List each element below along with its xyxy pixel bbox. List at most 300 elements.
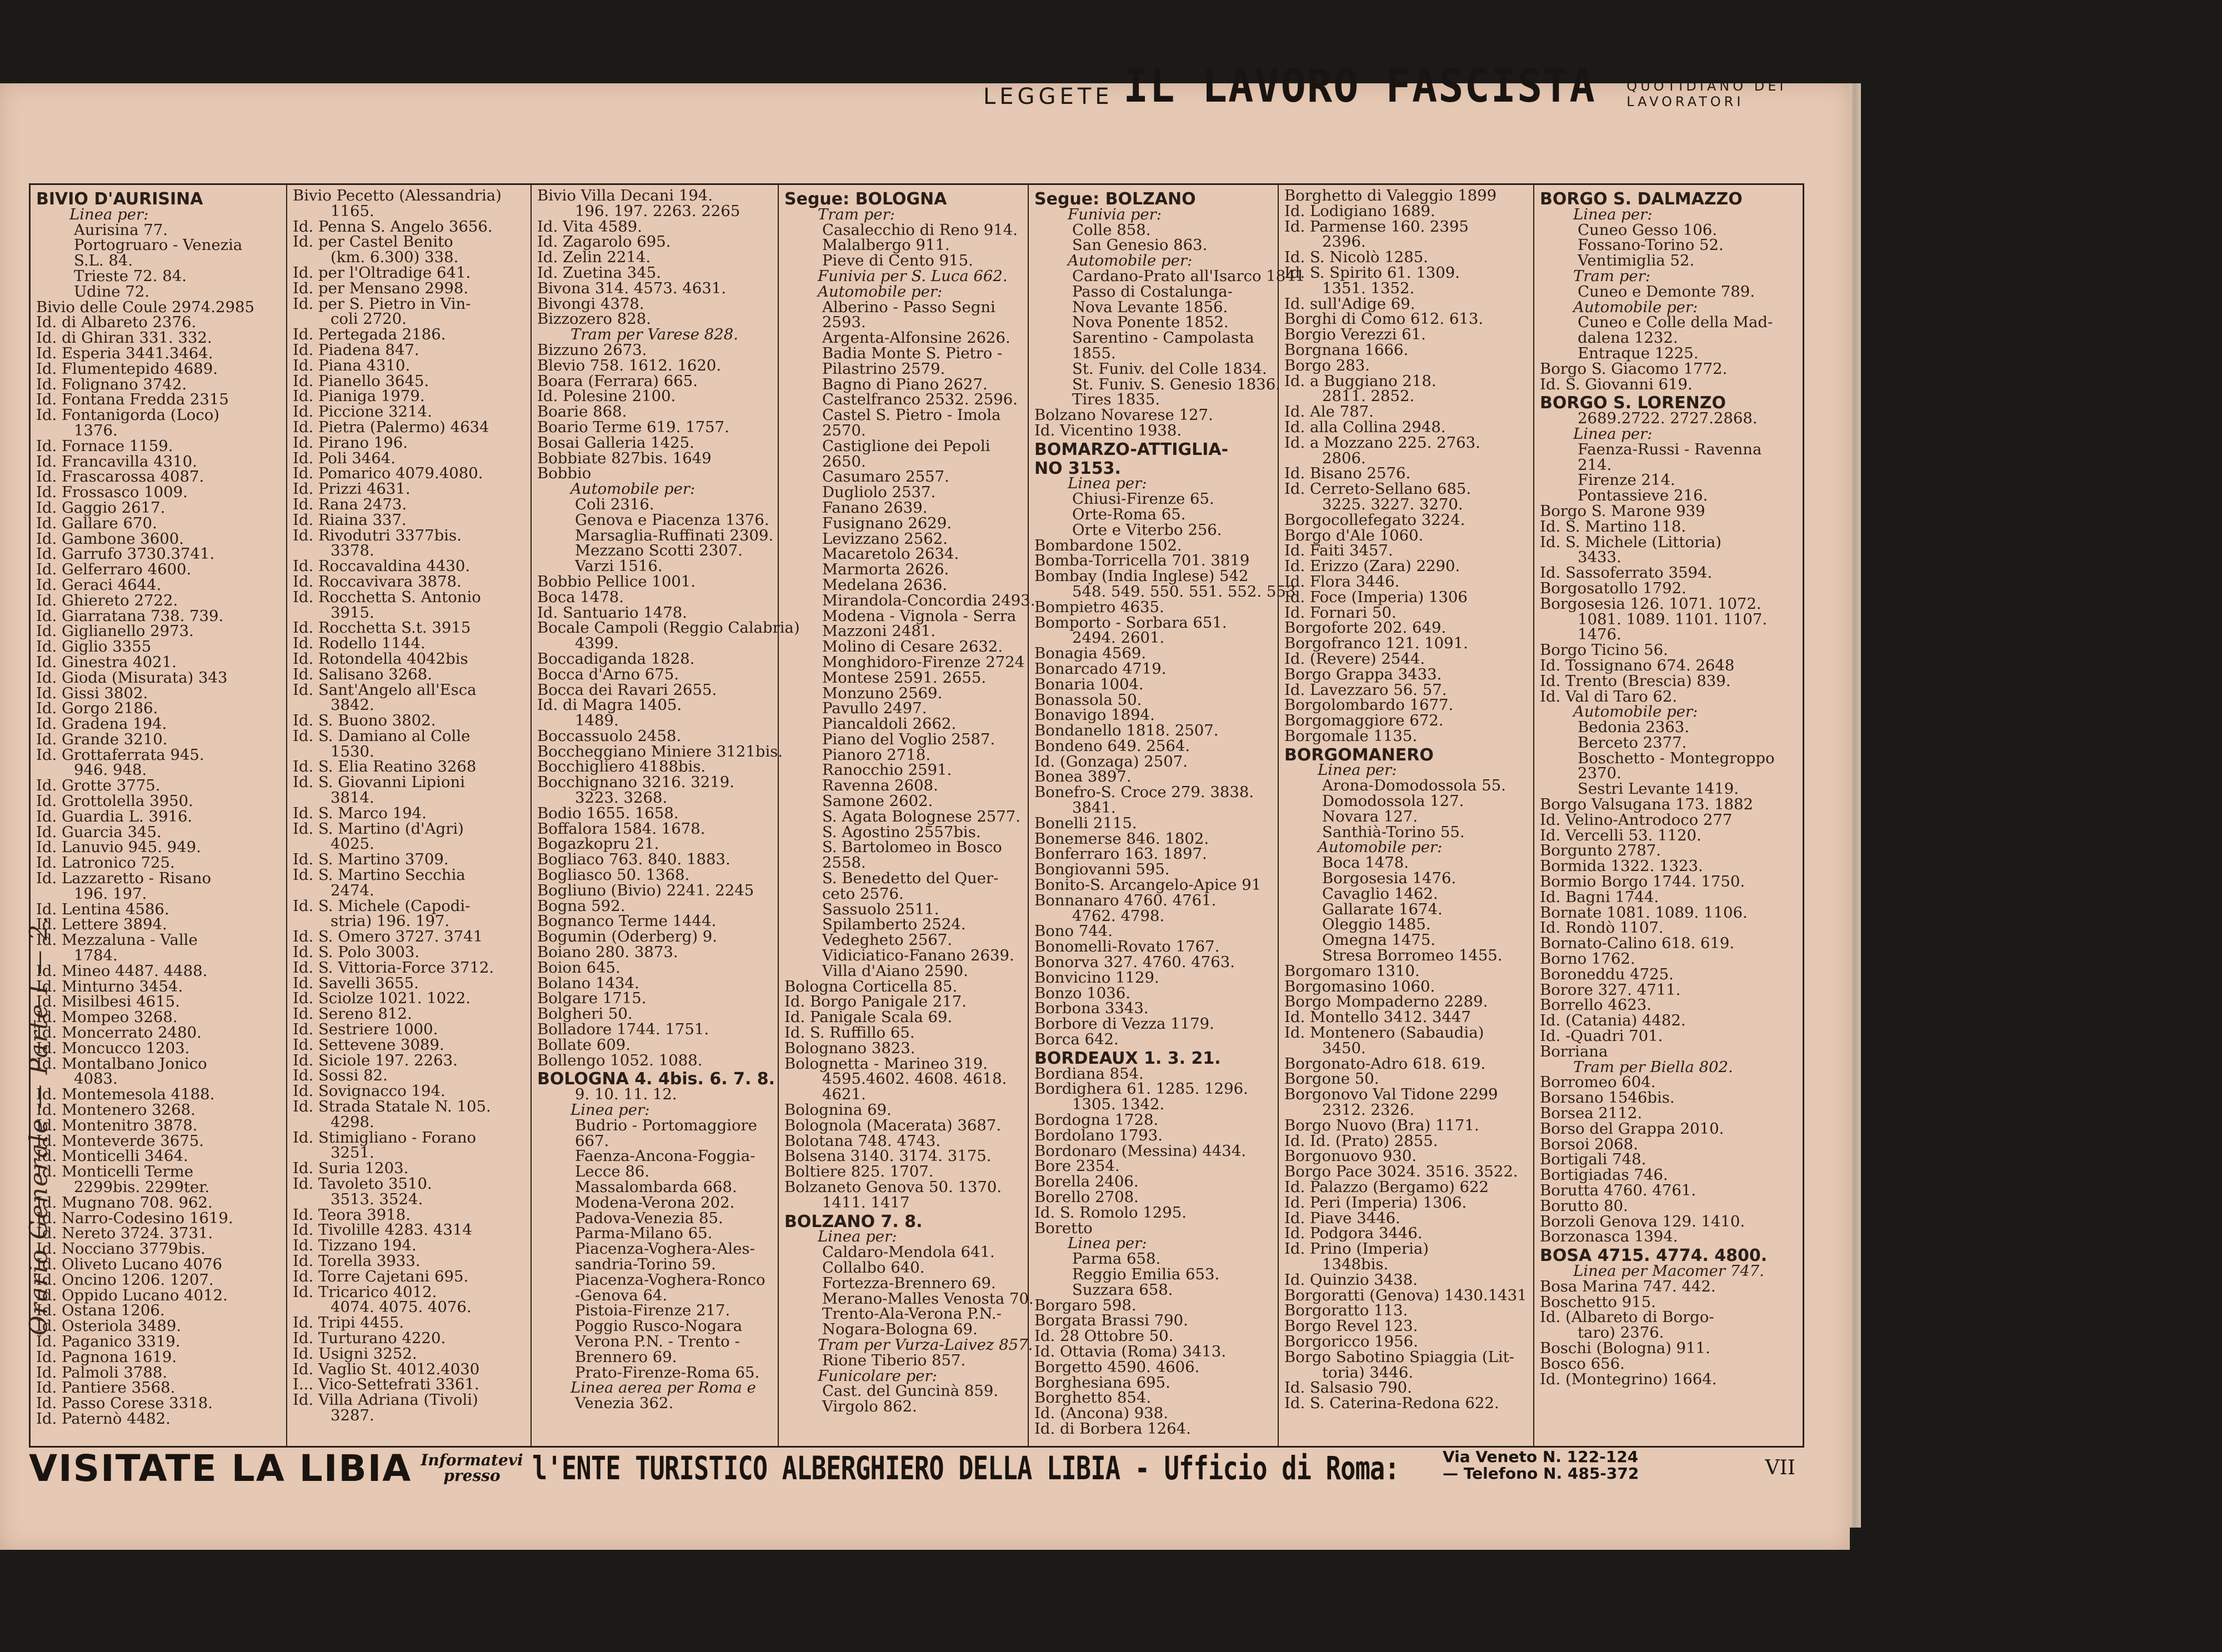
index-entry: Medelana 2636. [822,575,948,594]
index-entry: 3915. [331,603,374,622]
index-entry: Id. -Quadri 701. [1540,1027,1663,1045]
index-entry: Id. Turturano 4220. [293,1329,446,1347]
index-entry: Borbore di Vezza 1179. [1034,1015,1214,1033]
index-entry: Bivongi 4378. [537,294,644,313]
index-entry: Borgo Sabotino Spiaggia (Lit- [1284,1348,1514,1366]
section-heading: BORGOMANERO [1284,745,1434,765]
index-entry: 1165. [331,202,374,220]
index-entry: Bivio Villa Decani 194. [537,187,713,204]
index-entry: 1855. [1072,344,1116,362]
index-entry: Id. S. Marco 194. [293,804,427,822]
index-entry: Macaretolo 2634. [822,545,959,563]
index-entry: Id. S. Polo 3003. [293,943,420,962]
index-entry: Bolladore 1744. 1751. [537,1020,709,1039]
index-entry: Funicolare per: [818,1366,937,1385]
index-entry: Id. (Catania) 4482. [1540,1012,1686,1030]
index-entry: Trieste 72. 84. [74,267,187,285]
index-entry: Id. Vicentino 1938. [1034,421,1182,439]
index-entry: 3251. [331,1144,374,1162]
index-entry: Id. Giglio 3355 [36,638,152,656]
index-entry: Id. Oliveto Lucano 4076 [36,1255,223,1273]
header-tag-line1: QUOTIDIANO DEI [1627,78,1787,94]
index-entry: Boarie 868. [537,403,627,421]
index-entry: Cardano-Prato all'Isarco 1841 [1072,267,1305,285]
index-entry: (km. 6.300) 338. [331,248,459,267]
index-entry: Bocchigliero 4188bis. [537,758,706,776]
index-entry: Id. Gradena 194. [36,715,167,733]
index-entry: Borriana [1540,1042,1608,1060]
index-entry: Borutto 80. [1540,1197,1628,1215]
index-entry: Id. (Montegrino) 1664. [1540,1370,1717,1388]
index-entry: 3842. [331,696,374,714]
index-entry: Piancaldoli 2662. [822,715,957,733]
index-entry: Id. Torella 3933. [293,1251,421,1270]
index-entry: Castiglione dei Pepoli [822,437,990,455]
index-entry: Id. Sereno 812. [293,1005,412,1023]
index-entry: Budrio - Portomaggiore [575,1116,757,1134]
index-entry: Borgofranco 121. 1091. [1284,634,1468,653]
index-entry: Gallarate 1674. [1322,900,1443,918]
index-entry: Id. Foce (Imperia) 1306 [1284,588,1468,606]
index-entry: Borghetto 854. [1034,1389,1152,1407]
index-entry: Borgaro 598. [1034,1296,1137,1314]
index-entry: Novara 127. [1322,807,1418,825]
index-entry: Blevio 758. 1612. 1620. [537,356,722,374]
index-entry: S. Agata Bolognese 2577. [822,807,1020,825]
index-entry: Tram per Varese 828. [570,326,738,344]
index-entry: 1348bis. [1322,1255,1389,1273]
index-entry: Id. Roccavaldina 4430. [293,557,471,575]
section-heading: BORGO S. DALMAZZO [1540,189,1743,209]
index-column-4 [778,185,1035,1446]
index-entry: Boiano 280. 3873. [537,943,678,962]
index-entry: 1784. [74,947,118,965]
index-entry: Badia Monte S. Pietro - [822,344,1003,362]
index-entry: Bornato-Calino 618. 619. [1540,934,1735,953]
index-entry: Borca 642. [1034,1030,1119,1049]
index-entry: Caldaro-Mendola 641. [822,1243,995,1261]
index-entry: Casumaro 2557. [822,468,949,486]
index-entry: Boion 645. [537,958,620,977]
index-entry: Id. Misilbesi 4615. [36,993,180,1011]
index-entry: Id. Zagarolo 695. [537,233,671,251]
index-entry: Passo di Costalunga- [1072,282,1233,301]
index-entry: Monghidoro-Firenze 2724 [822,653,1025,671]
index-entry: Borgo S. Giacomo 1772. [1540,359,1728,378]
index-entry: Borrello 4623. [1540,996,1652,1014]
index-entry: Id. Francavilla 4310. [36,452,197,470]
index-entry: Borgomasino 1060. [1284,977,1435,995]
index-entry: Id. Tizzano 194. [293,1237,417,1255]
index-entry: 2558. [822,854,866,872]
index-entry: Id. Monteverde 3675. [36,1132,204,1150]
index-entry: Bonomelli-Rovato 1767. [1034,938,1220,956]
index-entry: Cuneo Gesso 106. [1578,221,1718,239]
index-entry: Prato-Firenze-Roma 65. [575,1363,760,1381]
section-heading: Segue: BOLOGNA [784,189,947,209]
index-entry: Pilastrino 2579. [822,359,945,378]
index-entry: 1081. 1089. 1101. 1107. [1578,610,1768,628]
index-entry: Sassuolo 2511. [822,900,939,918]
footer-ente: l'ENTE TURISTICO ALBERGHIERO DELLA LIBIA - Ufficio di Roma: [532,1449,1399,1487]
index-entry: Bedonia 2363. [1578,718,1690,737]
index-entry: Bizzozero 828. [537,310,651,328]
index-entry: Id. Monticelli Terme [36,1163,194,1181]
index-entry: Id. Parmense 160. 2395 [1284,217,1469,236]
index-entry: Id. Pirano 196. [293,433,408,452]
index-entry: Id. Fornari 50. [1284,603,1397,622]
index-entry: Borgoforte 202. 649. [1284,619,1447,637]
index-entry: Borgoricco 1956. [1284,1332,1418,1350]
index-entry: Bombardone 1502. [1034,536,1182,554]
index-entry: Id. Suria 1203. [293,1159,409,1178]
index-entry: Linea per: [1573,424,1653,443]
index-entry: Bonito-S. Arcangelo-Apice 91 [1034,876,1262,894]
index-entry: Mirandola-Concordia 2493. [822,591,1035,609]
index-entry: Bocale Campoli (Reggio Calabria) [537,619,800,637]
page-number: VII [1765,1456,1795,1479]
index-entry: Bonvicino 1129. [1034,968,1159,987]
index-entry: Borgo Nuovo (Bra) 1171. [1284,1116,1479,1134]
index-entry: Id. Pantiere 3568. [36,1379,176,1397]
index-entry: Bondeno 649. 2564. [1034,737,1190,755]
index-entry: Id. Sciolze 1021. 1022. [293,989,471,1008]
header-leggete: LEGGETE [983,84,1113,109]
index-entry: Bolotana 748. 4743. [784,1132,941,1150]
index-entry: Id. Borgo Panigale 217. [784,993,967,1011]
section-heading: Segue: BOLZANO [1034,189,1196,209]
index-entry: Aurisina 77. [74,221,168,239]
index-entry: Castel S. Pietro - Imola [822,406,1001,424]
index-entry: Cast. del Guncinà 859. [822,1382,999,1400]
index-entry: Id. Id. (Prato) 2855. [1284,1132,1438,1150]
index-entry: Collalbo 640. [822,1258,925,1276]
index-entry: Id. Gallare 670. [36,514,157,532]
index-entry: Piano del Voglio 2587. [822,730,995,748]
index-entry: Borgetto 4590. 4606. [1034,1358,1200,1376]
index-entry: Id. Lettere 3894. [36,915,167,934]
index-entry: 1530. [331,742,374,760]
index-entry: Pianoro 2718. [822,745,931,764]
index-entry: Id. Savelli 3655. [293,974,419,992]
index-entry: Merano-Malles Venosta 70. [822,1289,1034,1308]
index-entry: Dugliolo 2537. [822,483,936,502]
index-entry: Id. Lavezzaro 56. 57. [1284,680,1447,699]
index-entry: Bollate 609. [537,1035,631,1054]
index-entry: Suzzara 658. [1072,1280,1173,1299]
index-entry: Sestri Levante 1419. [1578,780,1739,798]
index-entry: 2811. 2852. [1322,387,1415,406]
index-entry: Borgo Ticino 56. [1540,641,1668,659]
index-entry: Id. S. Elia Reatino 3268 [293,758,477,776]
index-column-7 [1533,185,1803,1446]
index-entry: Reggio Emilia 653. [1072,1265,1220,1283]
index-column-1 [31,185,286,1446]
index-entry: Id. S. Caterina-Redona 622. [1284,1394,1499,1413]
index-entry: Bonelli 2115. [1034,814,1137,832]
index-entry: Bornate 1081. 1089. 1106. [1540,903,1748,922]
index-entry: 3841. [1072,799,1116,817]
index-column-2 [286,185,531,1446]
index-entry: Id. Montenitro 3878. [36,1116,198,1134]
index-entry: Bonaria 1004. [1034,675,1144,693]
index-entry: Id. Tossignano 674. 2648 [1540,656,1735,674]
index-entry: Id. Giarratana 738. 739. [36,607,224,625]
index-entry: 2299bis. 2299ter. [74,1178,210,1196]
index-entry: Id. Narro-Codesino 1619. [36,1209,233,1227]
index-entry: 2593. [822,313,866,332]
index-entry: Borore 327. 4711. [1540,980,1681,999]
index-entry: Bobbio Pellice 1001. [537,572,696,590]
index-entry: 3225. 3227. 3270. [1322,495,1463,513]
index-entry: Bondanello 1818. 2507. [1034,722,1219,740]
index-entry: Id. Osteriola 3489. [36,1317,182,1335]
index-entry: Samone 2602. [822,792,933,810]
index-entry: Id. a Buggiano 218. [1284,372,1437,390]
index-entry: Linea per Macomer 747. [1573,1261,1764,1280]
index-entry: Id. Bisano 2576. [1284,464,1411,483]
index-entry: Funivia per S. Luca 662. [818,267,1008,285]
index-entry: Id. Settevene 3089. [293,1035,444,1054]
index-entry: Id. Peri (Imperia) 1306. [1284,1193,1467,1212]
index-entry: Vedegheto 2567. [822,931,953,949]
index-column-3 [531,185,800,1446]
index-entry: Id. Panigale Scala 69. [784,1008,953,1027]
index-entry: Borghi di Como 612. 613. [1284,310,1484,328]
index-entry: Id. Paganico 3319. [36,1332,181,1350]
index-entry: Bolsena 3140. 3174. 3175. [784,1147,992,1165]
index-entry: Id. per S. Pietro in Vin- [293,294,471,313]
index-entry: Id. per l'Oltradige 641. [293,263,471,282]
index-entry: Bombay (India Inglese) 542 [1034,567,1249,585]
index-entry: 2370. [1578,764,1622,783]
index-entry: Id. Tavoleto 3510. [293,1175,432,1193]
index-entry: Id. Pianiga 1979. [293,387,425,406]
index-entry: Id. Piadena 847. [293,341,419,359]
index-entry: Faenza-Ancona-Foggia- [575,1147,755,1165]
footer-addr-1: Via Veneto N. 122-124 [1443,1448,1639,1466]
index-entry: Bortigali 748. [1540,1150,1647,1169]
index-entry: toria) 3446. [1322,1363,1414,1381]
index-entry: Boccheggiano Miniere 3121bis. [537,742,783,760]
index-entry: Id. Zuetina 345. [537,263,661,282]
index-entry: Id. alla Collina 2948. [1284,418,1446,436]
index-entry: Id. Lentina 4586. [36,900,169,918]
index-entry: Id. S. Michele (Capodi- [293,897,471,915]
index-entry: Id. Geraci 4644. [36,575,162,594]
index-entry: Bono 744. [1034,922,1113,940]
header-brand: IL LAVORO FASCISTA [1123,60,1596,113]
index-entry: Funivia per: [1068,205,1162,223]
index-entry: Id. Gorgo 2186. [36,699,158,718]
index-entry: Automobile per: [570,480,695,498]
index-entry: Borgocollefegato 3224. [1284,510,1465,529]
index-entry: Trento-Ala-Verona P.N.- [822,1305,1002,1323]
index-entry: Id. Rotondella 4042bis [293,649,468,668]
index-entry: Id. Fontanigorda (Loco) [36,406,220,424]
index-entry: Id. (Albareto di Borgo- [1540,1308,1714,1326]
index-entry: Id. per Castel Benito [293,233,453,251]
index-entry: St. Funiv. del Colle 1834. [1072,359,1267,378]
index-entry: 946. 948. [74,761,147,779]
index-entry: 2650. [822,452,866,470]
index-entry: Id. Frossasco 1009. [36,483,188,502]
index-entry: Bordonaro (Messina) 4434. [1034,1142,1247,1160]
index-entry: Automobile per: [1318,838,1443,857]
index-entry: Id. Sant'Angelo all'Esca [293,680,477,699]
header-tag-line2: LAVORATORI [1627,94,1744,109]
index-entry: 4025. [331,835,374,853]
index-entry: Linea per: [1573,205,1653,223]
index-entry: Id. Prino (Imperia) [1284,1240,1429,1258]
index-entry: Id. Rondò 1107. [1540,919,1664,937]
index-entry: Id. Paternò 4482. [36,1409,171,1428]
footer-address [1443,1449,1639,1482]
index-entry: Nova Ponente 1852. [1072,313,1229,332]
index-entry: 3223. 3268. [575,789,668,807]
index-entry: Borello 2708. [1034,1188,1139,1206]
footer-visitate-libia: VISITATE LA LIBIA [29,1446,412,1490]
index-entry: 2396. [1322,233,1366,251]
index-entry: Boltiere 825. 1707. [784,1163,934,1181]
index-entry: S. Bartolomeo in Bosco [822,838,1002,857]
index-entry: Borbona 3343. [1034,999,1149,1018]
index-entry: Automobile per: [1573,703,1698,721]
index-entry: Verona P.N. - Trento - [575,1332,740,1350]
index-entry: Id. Stimigliano - Forano [293,1128,477,1147]
index-entry: Cuneo e Demonte 789. [1578,282,1755,301]
index-entry: Id. Mugnano 708. 962. [36,1193,213,1212]
index-entry: 2312. 2326. [1322,1101,1415,1119]
index-entry: Id. S. Martino 118. [1540,517,1686,535]
index-entry: Ranocchio 2591. [822,761,952,779]
index-entry: Fortezza-Brennero 69. [822,1274,996,1292]
index-entry: Id. Poli 3464. [293,449,396,467]
index-entry: Id. Oppido Lucano 4012. [36,1286,228,1304]
index-entry: Id. Sovignacco 194. [293,1082,446,1100]
index-entry: Borgo 283. [1284,356,1370,374]
index-entry: 3814. [331,789,374,807]
index-entry: 3378. [331,542,374,560]
index-entry: Id. Siciole 197. 2263. [293,1051,458,1069]
index-entry: Lecce 86. [575,1163,650,1181]
index-entry: -Genova 64. [575,1286,668,1304]
index-entry: Id. Riaina 337. [293,510,407,529]
index-column-5 [1028,185,1305,1446]
index-entry: Id. Val di Taro 62. [1540,687,1678,705]
index-entry: Automobile per: [1573,298,1698,316]
index-entry: Id. Gaggio 2617. [36,498,166,517]
index-entry: Id. Grotte 3775. [36,777,161,795]
index-entry: Id. S. Martino (d'Agri) [293,819,464,838]
index-entry: Bocca dei Ravari 2655. [537,680,717,699]
index-entry: ceto 2576. [822,884,904,903]
index-entry: 4621. [822,1085,866,1104]
side-running-head: Orario Generale — Parte I — 2. [24,914,53,1336]
index-entry: S.L. 84. [74,252,133,270]
index-entry: Entraque 1225. [1578,344,1699,362]
index-entry: Bonarcado 4719. [1034,659,1167,678]
index-entry: Bosco 656. [1540,1354,1625,1373]
index-entry: Id. Santuario 1478. [537,603,688,622]
index-entry: Borgo Mompaderno 2289. [1284,993,1488,1011]
section-heading: BOMARZO-ATTIGLIA- [1034,439,1229,459]
index-entry: Linea aerea per Roma e [570,1379,756,1397]
index-entry: Poggio Rusco-Nogara [575,1317,743,1335]
index-entry: Id. Sestriere 1000. [293,1020,438,1039]
index-entry: Modena - Vignola - Serra [822,607,1017,625]
index-entry: Id. S. Martino Secchia [293,866,466,884]
index-entry: Id. Polesine 2100. [537,387,676,406]
index-entry: Id. Pertegada 2186. [293,326,446,344]
index-entry: Id. di Ghiran 331. 332. [36,329,212,347]
index-entry: Borgolombardo 1677. [1284,696,1454,714]
index-entry: Berceto 2377. [1578,733,1687,752]
index-entry: Bosa Marina 747. 442. [1540,1277,1716,1295]
footer-informatevi [421,1453,523,1484]
index-entry: Boca 1478. [537,588,624,606]
index-entry: 3287. [331,1406,374,1424]
index-entry: Id. Ginestra 4021. [36,653,177,671]
index-entry: Villa d'Aiano 2590. [822,962,968,980]
index-entry: Id. sull'Adige 69. [1284,294,1415,313]
footer-advert [29,1444,1801,1492]
index-entry: Id. Salisano 3268. [293,665,433,683]
index-entry: Id. Piave 3446. [1284,1209,1400,1227]
index-entry: Id. (Revere) 2544. [1284,649,1425,668]
index-entry: 667. [575,1132,609,1150]
index-entry: Id. Rodello 1144. [293,634,426,653]
index-entry: Id. Nocciano 3779bis. [36,1240,206,1258]
index-entry: Bivona 314. 4573. 4631. [537,279,727,297]
index-entry: Faenza-Russi - Ravenna [1578,440,1762,458]
index-entry: Bodio 1655. 1658. [537,804,679,822]
footer-small-1: Informatevi [421,1451,523,1469]
index-entry: Borghesiana 695. [1034,1373,1170,1391]
index-entry: Bosai Galleria 1425. [537,433,694,452]
index-entry: Pieve di Cento 915. [822,252,973,270]
index-entry: Genova e Piacenza 1376. [575,510,769,529]
index-entry: 1411. 1417 [822,1193,910,1212]
footer-addr-2: — Telefono N. 485-372 [1443,1464,1639,1483]
index-entry: Id. Montalbano Jonico [36,1054,207,1073]
index-entry: Id. Gelferraro 4600. [36,560,192,579]
section-heading: NO 3153. [1034,458,1121,478]
index-entry: Id. Trento (Brescia) 839. [1540,672,1731,690]
index-entry: 3433. [1578,548,1622,567]
index-entry: Cavaglio 1462. [1322,884,1438,903]
index-entry: S. Agostino 2557bis. [822,823,981,841]
index-entry: Stresa Borromeo 1455. [1322,947,1503,965]
index-entry: Bonorva 327. 4760. 4763. [1034,953,1235,972]
index-entry: Bobbio [537,464,592,483]
index-entry: Id. Sassoferrato 3594. [1540,564,1713,582]
index-entry: Id. (Ancona) 938. [1034,1404,1169,1423]
index-entry: Ravenna 2608. [822,777,938,795]
index-entry: Borgio Verezzi 61. [1284,326,1426,344]
index-entry: Borzonasca 1394. [1540,1228,1678,1246]
index-entry: Varzi 1516. [575,557,663,575]
index-entry: Id. S. Buono 3802. [293,712,436,730]
index-entry: Id. Quinzio 3438. [1284,1270,1418,1289]
index-entry: dalena 1232. [1578,329,1678,347]
index-entry: 4298. [331,1113,374,1131]
index-entry: Bagno di Piano 2627. [822,375,988,393]
index-entry: Bolognola (Macerata) 3687. [784,1116,1002,1134]
index-entry: Id. Tivolille 4283. 4314 [293,1221,472,1239]
index-entry: Id. Passo Corese 3318. [36,1394,213,1413]
index-entry: Venezia 362. [575,1394,674,1413]
